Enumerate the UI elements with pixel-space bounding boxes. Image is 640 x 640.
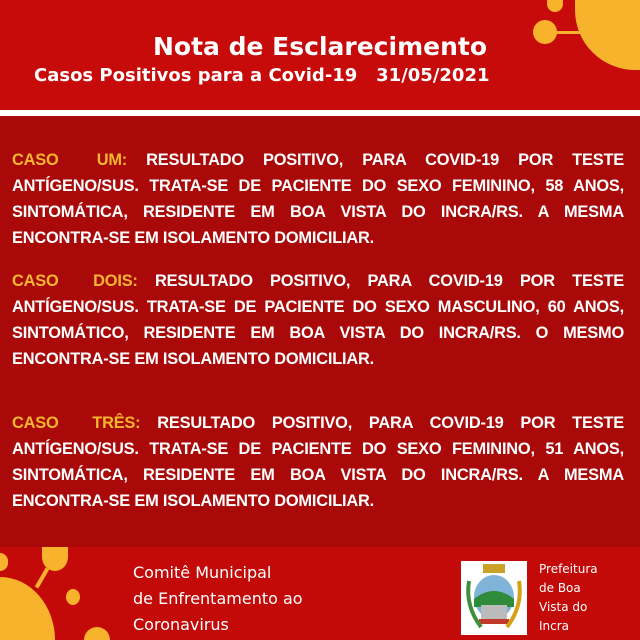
- virus-spike: [0, 553, 8, 571]
- prefeitura-name: [539, 560, 598, 636]
- case-three: [12, 410, 624, 514]
- case-two: [12, 268, 624, 372]
- subtitle-text: Casos Positivos para a Covid-19: [34, 65, 358, 86]
- page-title: Nota de Esclarecimento: [153, 32, 487, 61]
- case-text: RESULTADO POSITIVO, PARA COVID-19 POR TESTE ANTÍGENO/SUS. TRATA-SE DE PACIENTE DO SEXO FEMININO, 51 ANOS, SINTOMÁTICA, RESIDENTE EM BOA VISTA DO INCRA/RS. A MESMA ENCONTRA-SE EM ISOLAMENTO DOMICILIAR.: [12, 414, 625, 510]
- case-one: [12, 147, 624, 251]
- prefeitura-line: Vista do: [539, 600, 588, 614]
- date: 31/05/2021: [376, 65, 490, 86]
- prefeitura-line: Prefeitura: [539, 562, 598, 576]
- virus-spike: [66, 589, 80, 605]
- committee-line: de Enfrentamento ao: [133, 589, 303, 608]
- committee-line: Coronavirus: [133, 615, 229, 634]
- case-text: RESULTADO POSITIVO, PARA COVID-19 POR TESTE ANTÍGENO/SUS. TRATA-SE DE PACIENTE DO SEXO MASCULINO, 60 ANOS, SINTOMÁTICO, RESIDENTE EM BOA VISTA DO INCRA/RS. O MESMO ENCONTRA-SE EM ISOLAMENTO DOMICILIAR.: [12, 272, 624, 368]
- header-band: [0, 0, 640, 110]
- municipal-coat-of-arms-logo: [461, 561, 527, 635]
- virus-icon: [0, 577, 55, 640]
- virus-spike: [35, 567, 49, 588]
- page-subtitle: [34, 65, 490, 86]
- committee-name: [133, 560, 303, 638]
- prefeitura-line: de Boa: [539, 581, 581, 595]
- virus-spike: [84, 627, 110, 640]
- case-label: CASO UM:: [12, 151, 128, 169]
- case-label: CASO DOIS:: [12, 272, 138, 290]
- prefeitura-line: Incra: [539, 619, 570, 633]
- case-text: RESULTADO POSITIVO, PARA COVID-19 POR TESTE ANTÍGENO/SUS. TRATA-SE DE PACIENTE DO SEXO FEMININO, 58 ANOS, SINTOMÁTICA, RESIDENTE EM BOA VISTA DO INCRA/RS. A MESMA ENCONTRA-SE EM ISOLAMENTO DOMICILIAR.: [12, 151, 624, 247]
- virus-spike: [547, 0, 563, 12]
- committee-line: Comitê Municipal: [133, 563, 272, 582]
- case-label: CASO TRÊS:: [12, 414, 141, 432]
